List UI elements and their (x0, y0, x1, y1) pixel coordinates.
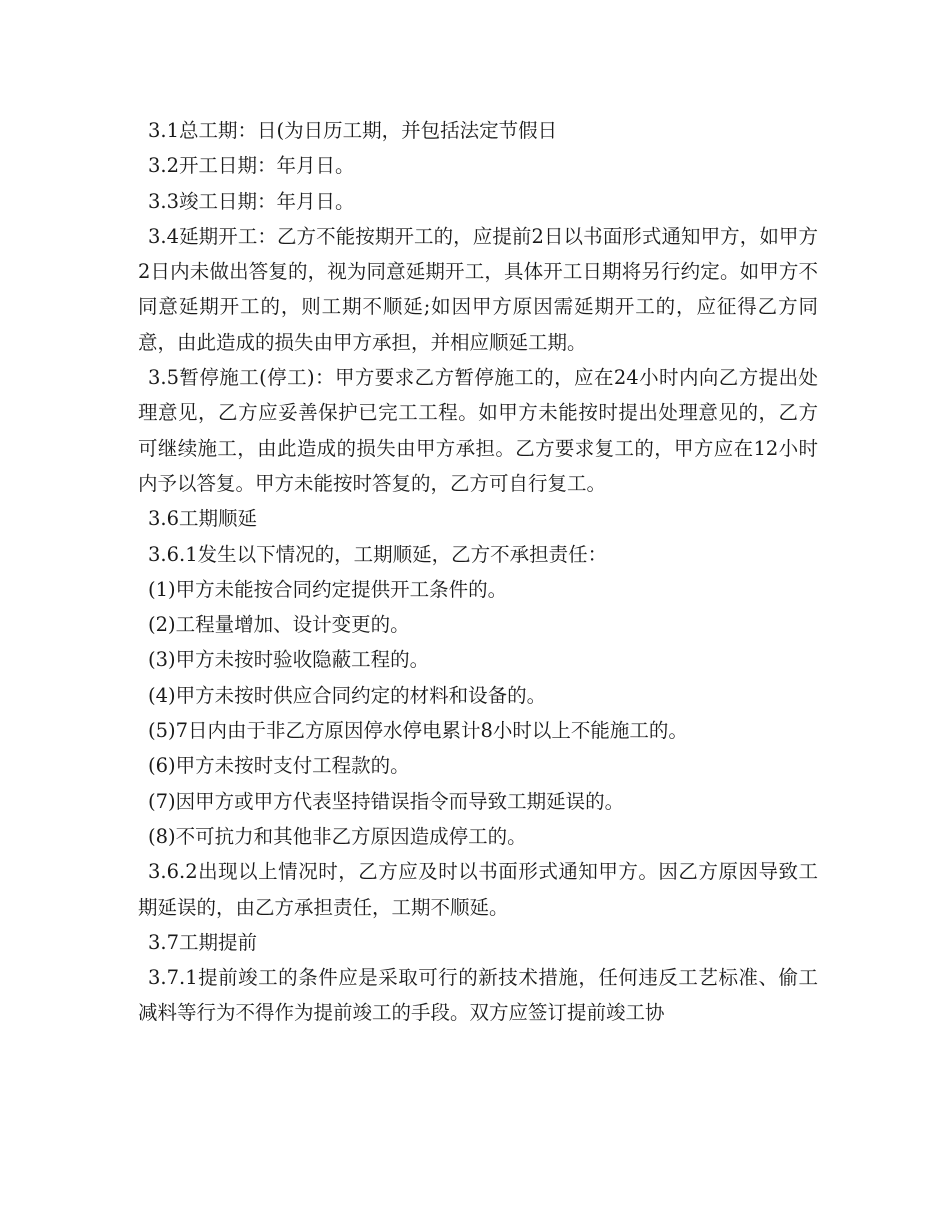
list-item: (6)甲方未按时支付工程款的。 (148, 754, 410, 778)
clause-start-date: 3.2开工日期：年月日。 (148, 154, 355, 178)
list-item: (5)7日内由于非乙方原因停水停电累计8小时以上不能施工的。 (148, 719, 688, 743)
section-heading-early-completion: 3.7工期提前 (148, 930, 258, 954)
clause-completion-date: 3.3竣工日期：年月日。 (148, 189, 355, 213)
list-item: (3)甲方未按时验收隐蔽工程的。 (148, 648, 430, 672)
clause-extension-conditions: 3.6.1发生以下情况的，工期顺延，乙方不承担责任： (148, 542, 608, 566)
section-heading-extension: 3.6工期顺延 (148, 507, 258, 531)
list-item: (7)因甲方或甲方代表坚持错误指令而导致工期延误的。 (148, 789, 625, 813)
clause-work-suspension: 3.5暂停施工(停工)：甲方要求乙方暂停施工的，应在24小时内向乙方提出处理意见，乙方应妥善保护已完工工程。如甲方未能按时提出处理意见的，乙方可继续施工，由此造成的损失由甲方承担。乙方要求复工的，甲方应在12小时内予以答复。甲方未能按时答复的，乙方可自行复工。 (138, 366, 818, 495)
clause-total-duration: 3.1总工期：日(为日历工期，并包括法定节假日 (148, 119, 558, 142)
clause-notification: 3.6.2出现以上情况时，乙方应及时以书面形式通知甲方。因乙方原因导致工期延误的，由乙方承担责任，工期不顺延。 (138, 860, 818, 919)
list-item: (1)甲方未能按合同约定提供开工条件的。 (148, 577, 508, 601)
list-item: (2)工程量增加、设计变更的。 (148, 613, 410, 637)
clause-early-completion-conditions: 3.7.1提前竣工的条件应是采取可行的新技术措施，任何违反工艺标准、偷工减料等行为不得作为提前竣工的手段。双方应签订提前竣工协 (138, 966, 818, 1025)
list-item: (4)甲方未按时供应合同约定的材料和设备的。 (148, 683, 547, 707)
clause-delayed-start: 3.4延期开工：乙方不能按期开工的，应提前2日以书面形式通知甲方，如甲方2日内未做出答复的，视为同意延期开工，具体开工日期将另行约定。如甲方不同意延期开工的，则工期不顺延;如因甲方原因需延期开工的，应征得乙方同意，由此造成的损失由甲方承担，并相应顺延工期。 (138, 224, 818, 354)
document-body (138, 113, 818, 1031)
list-item: (8)不可抗力和其他非乙方原因造成停工的。 (148, 824, 527, 848)
